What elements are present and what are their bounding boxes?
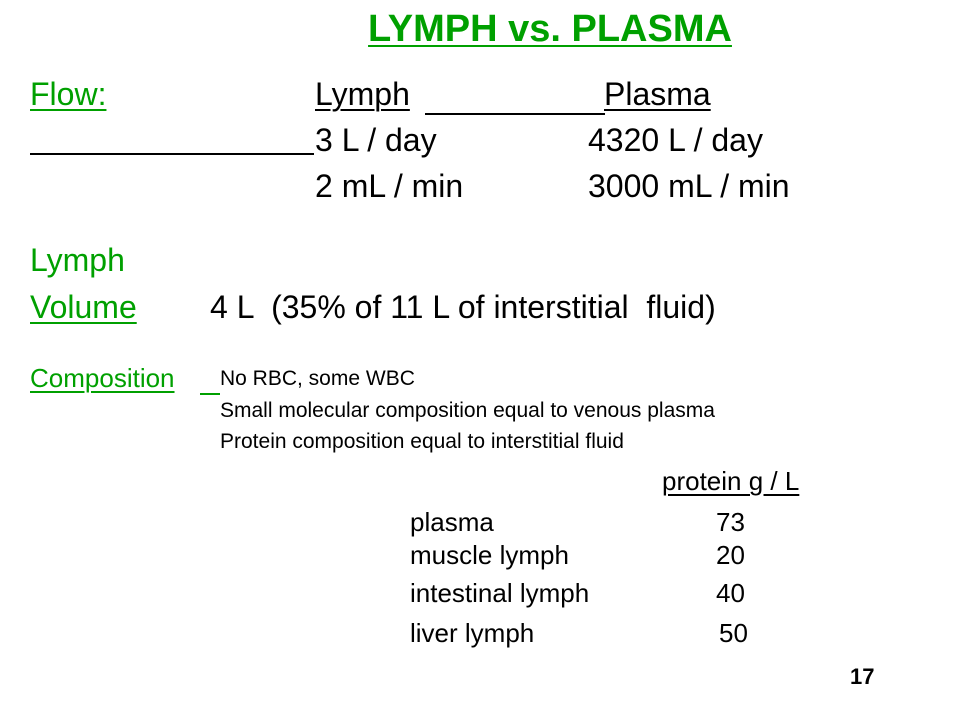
protein-row-value: 50	[719, 618, 748, 648]
volume-label-line1: Lymph	[30, 242, 125, 278]
protein-row-value: 73	[716, 507, 745, 537]
composition-line-2: Small molecular composition equal to venous plasma	[220, 399, 715, 422]
slide-number: 17	[850, 664, 875, 689]
flow-header-lymph: Lymph	[315, 76, 410, 112]
volume-value: 4 L (35% of 11 L of interstitial fluid)	[210, 289, 716, 325]
flow-plasma-per-min: 3000 mL / min	[588, 168, 790, 204]
header-underline	[425, 113, 605, 115]
composition-line-3: Protein composition equal to interstitial fluid	[220, 430, 624, 453]
volume-label-line2: Volume	[30, 289, 137, 325]
protein-table-header: protein g / L	[662, 466, 800, 496]
composition-line-1: No RBC, some WBC	[220, 367, 415, 390]
protein-row-name: muscle lymph	[410, 540, 569, 570]
protein-row-name: plasma	[410, 507, 494, 537]
protein-row-value: 20	[716, 540, 745, 570]
protein-row-name: liver lymph	[410, 618, 535, 648]
composition-label: Composition	[30, 363, 175, 393]
flow-plasma-per-day: 4320 L / day	[588, 122, 763, 158]
flow-lymph-per-day: 3 L / day	[315, 122, 437, 158]
composition-underline-extension	[200, 393, 220, 395]
protein-row-name: intestinal lymph	[410, 578, 590, 608]
flow-divider-line	[30, 153, 314, 155]
flow-label: Flow:	[30, 76, 107, 112]
flow-header-plasma: Plasma	[604, 76, 711, 112]
page-title: LYMPH vs. PLASMA	[368, 8, 732, 50]
protein-row-value: 40	[716, 578, 745, 608]
flow-lymph-per-min: 2 mL / min	[315, 168, 464, 204]
